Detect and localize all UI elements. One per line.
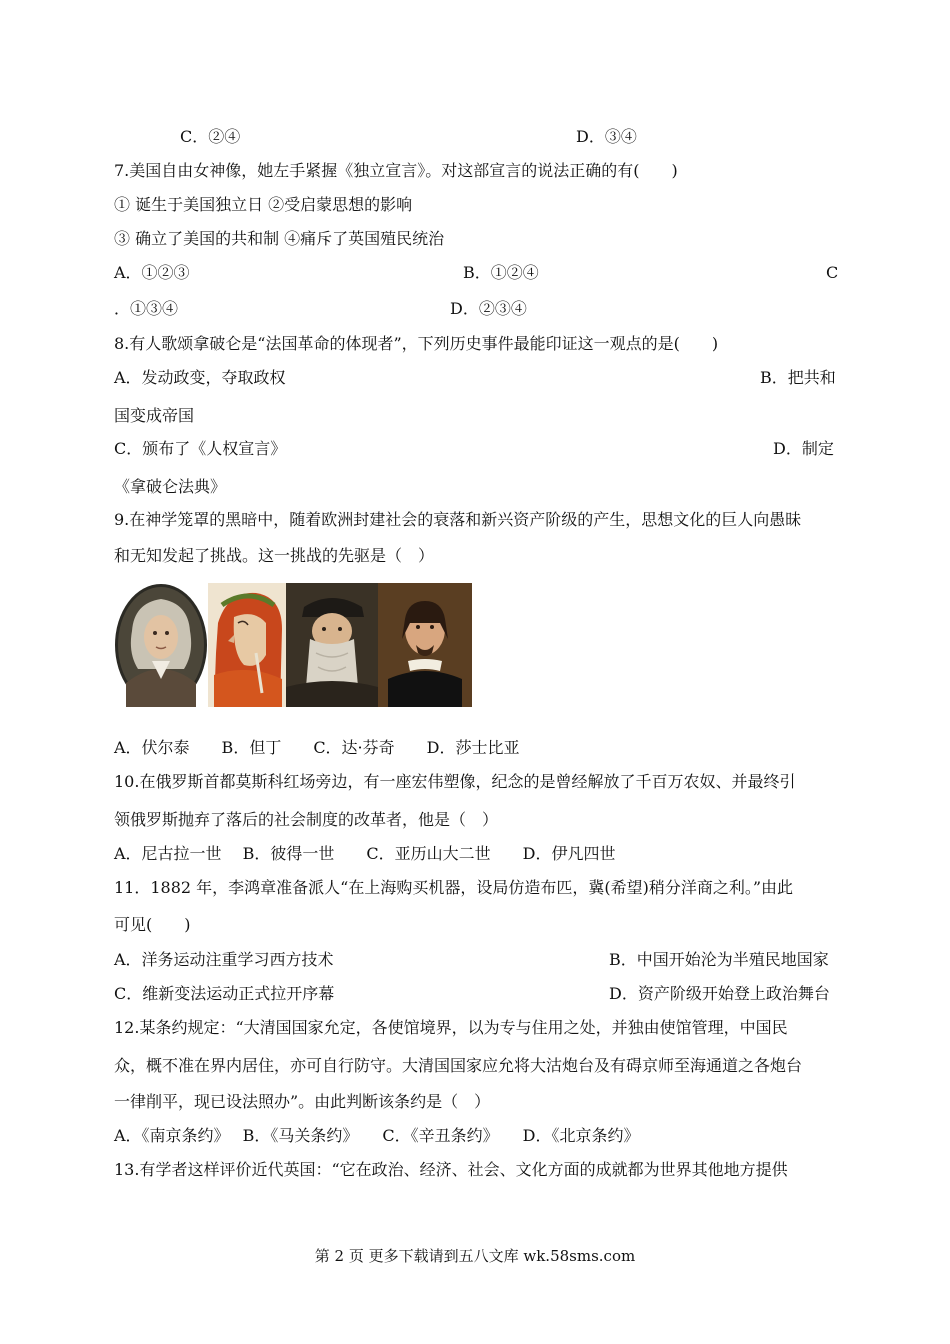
q8-option-c: C．颁布了《人权宣言》 (114, 439, 287, 458)
q11-option-d: D．资产阶级开始登上政治舞台 (609, 984, 830, 1003)
q7-statement-line-1: ① 诞生于美国独立日 ②受启蒙思想的影响 (114, 195, 413, 214)
q8-option-b-head: B．把共和 (760, 368, 836, 387)
q10-options: A．尼古拉一世 B．彼得一世 C．亚历山大二世 D．伊凡四世 (114, 844, 616, 863)
q9-options: A．伏尔泰 B．但丁 C．达·芬奇 D．莎士比亚 (114, 738, 520, 757)
q11-stem-line-2: 可见( ) (114, 915, 191, 934)
q7-option-c-rest: ．①③④ (114, 299, 179, 318)
portrait-dante-image (208, 583, 286, 707)
q12-options: A．《南京条约》 B．《马关条约》 C．《辛丑条约》 D．《北京条约》 (114, 1126, 640, 1145)
q12-stem-line-2: 众，概不准在界内居住，亦可自行防守。大清国国家应允将大沽炮台及有碍京师至海通道之各炮台 (114, 1056, 803, 1075)
q8-stem: 8.有人歌颂拿破仑是“法国革命的体现者”，下列历史事件最能印证这一观点的是( ) (114, 334, 719, 353)
q7-option-a: A．①②③ (114, 263, 190, 282)
q12-stem-line-1: 12.某条约规定：“大清国国家允定，各使馆境界，以为专与住用之处，并独由使馆管理，中国民 (114, 1018, 788, 1037)
q11-stem-line-1: 11．1882 年，李鸿章准备派人“在上海购买机器，设局仿造布匹，冀(希望)稍分洋商之利。”由此 (114, 878, 794, 897)
portrait-da-vinci-image (286, 583, 378, 707)
q9-stem-line-1: 9.在神学笼罩的黑暗中，随着欧洲封建社会的衰落和新兴资产阶级的产生，思想文化的巨人向愚昧 (114, 510, 802, 529)
q6-option-d: D．③④ (576, 127, 637, 146)
q8-option-d-head: D．制定 (773, 439, 834, 458)
q11-option-a: A．洋务运动注重学习西方技术 (114, 950, 334, 969)
q8-option-a: A．发动政变，夺取政权 (114, 368, 286, 387)
q10-stem-line-1: 10.在俄罗斯首都莫斯科红场旁边，有一座宏伟塑像，纪念的是曾经解放了千百万农奴、并最终引 (114, 772, 796, 791)
q7-option-b: B．①②④ (463, 263, 539, 282)
page-footer: 第 2 页 更多下载请到五八文库 wk.58sms.com (314, 1247, 636, 1265)
q13-stem-line-1: 13.有学者这样评价近代英国：“它在政治、经济、社会、文化方面的成就都为世界其他地方提供 (114, 1160, 788, 1179)
q9-stem-line-2: 和无知发起了挑战。这一挑战的先驱是（ ） (114, 546, 435, 565)
q11-option-c: C．维新变法运动正式拉开序幕 (114, 984, 335, 1003)
q6-option-c: C．②④ (180, 127, 241, 146)
q11-option-b: B．中国开始沦为半殖民地国家 (609, 950, 829, 969)
portrait-shakespeare-image (378, 583, 472, 707)
q7-option-c-letter: C (826, 263, 839, 282)
q7-statement-line-2: ③ 确立了美国的共和制 ④痛斥了英国殖民统治 (114, 229, 445, 248)
q8-option-b-tail: 国变成帝国 (114, 406, 195, 425)
q7-option-d: D．②③④ (450, 299, 527, 318)
portrait-voltaire-image (114, 583, 208, 707)
q12-stem-line-3: 一律削平，现已设法照办”。由此判断该条约是（ ） (114, 1092, 491, 1111)
q7-stem: 7.美国自由女神像，她左手紧握《独立宣言》。对这部宣言的说法正确的有( ) (114, 161, 678, 180)
q10-stem-line-2: 领俄罗斯抛弃了落后的社会制度的改革者，他是（ ） (114, 810, 499, 829)
q8-option-d-tail: 《拿破仑法典》 (114, 477, 227, 496)
